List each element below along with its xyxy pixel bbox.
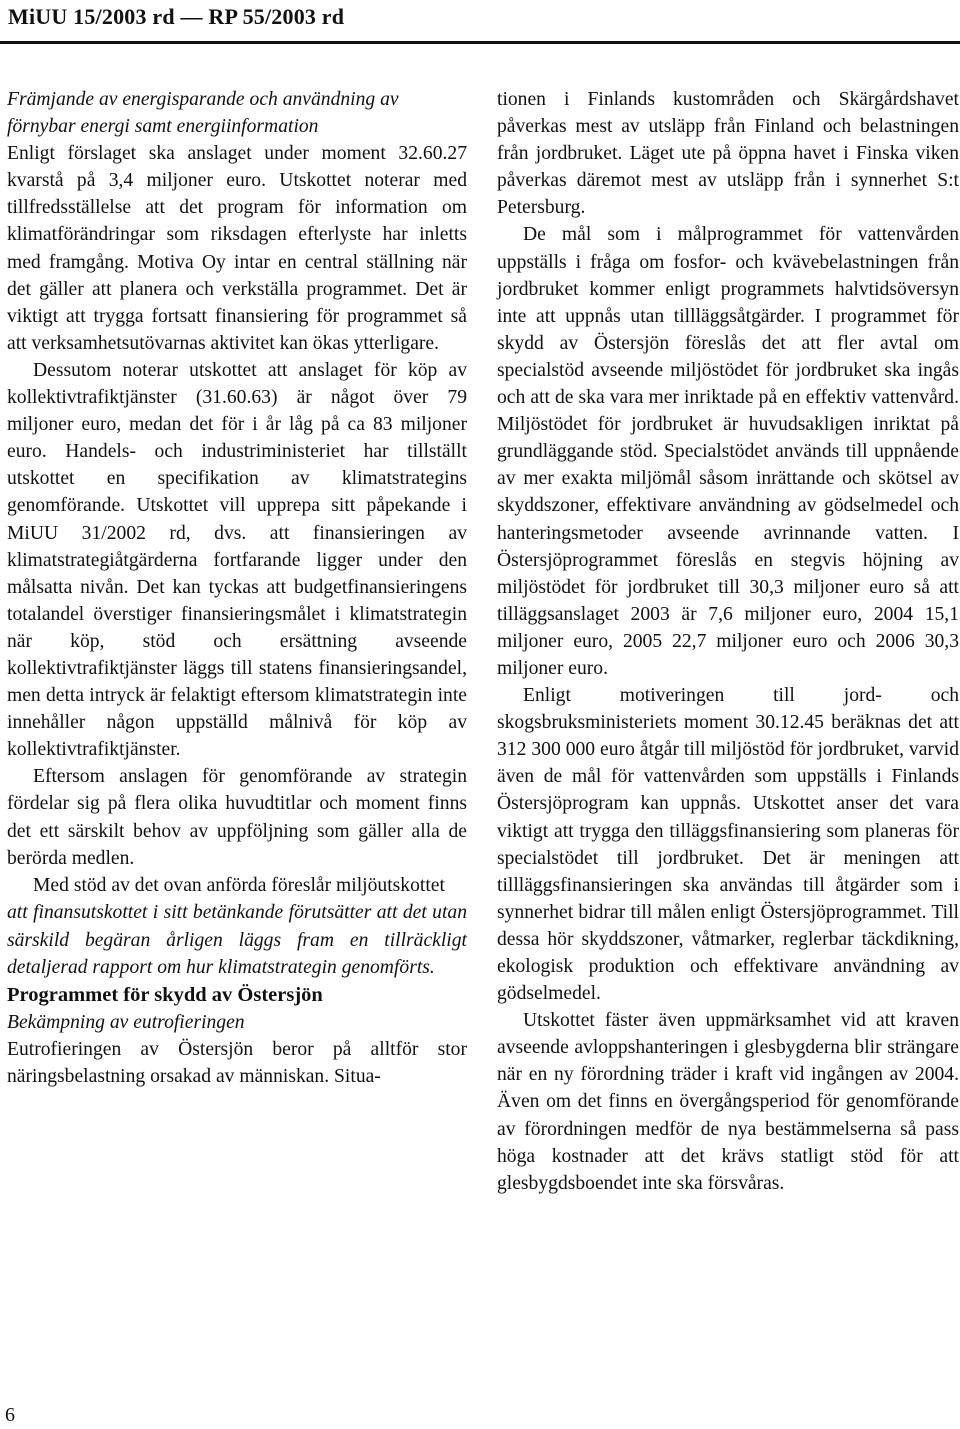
paragraph: Enligt motiveringen till jord- och skogsbruksministeriets moment 30.12.45 beräknas det att 312 300 000 euro åtgår till miljöstöd för jordbruket, varvid även de mål för vattenvården som uppställs i Finlands Östersjöprogram kan uppnås. Utskottet anser det vara viktigt att trygga den tilläggsfinansiering som planeras för specialstödet till jordbruket. Det är meningen att tillläggsfinansieringen ska användas till åtgärder som i synnerhet bidrar till målen enligt Östersjöprogrammet. Till dessa hör skyddszoner, våtmarker, reglerbar täckdikning, ekologisk produktion och effektivare användning av gödselmedel. (497, 685, 959, 1005)
page-number: 6 (5, 1404, 15, 1426)
left-column (7, 86, 467, 1091)
paragraph: Utskottet fäster även uppmärksamhet vid att kraven avseende avloppshanteringen i glesbygderna blir strängare när en ny förordning träder i kraft vid ingången av 2004. Även om det finns en övergångsperiod för genomförande av förordningen medför de nya bestämmelserna så pass höga kostnader att det krävs statligt stöd för att glesbygdsboendet inte ska försvåras. (497, 1010, 959, 1194)
paragraph: Enligt förslaget ska anslaget under moment 32.60.27 kvarstå på 3,4 miljoner euro. Utskottet noterar med tillfredsställelse att det program för information om klimatförändringar som riksdagen efterlyste har inletts med framgång. Motiva Oy intar en central ställning när det gäller att planera och verkställa programmet. Det är viktigt att trygga fortsatt finansiering för programmet så att verksamhetsutövarnas aktivitet kan ökas ytterligare. (7, 143, 467, 354)
paragraph: De mål som i målprogrammet för vattenvården uppställs i fråga om fosfor- och kvävebelastningen från jordbruket kommer enligt programmets halvtidsöversyn inte att uppnås utan tillläggsåtgärder. I programmet för skydd av Östersjön föreslås det att fler avtal om specialstöd avseende miljöstödet för jordbruket ska ingås och att de ska vara mer inriktade på en effektiv vattenvård. Miljöstödet för jordbruket är huvudsakligen inriktat på grundläggande stöd. Specialstödet används till uppnående av mer exakta miljömål såsom inrättande och skötsel av skyddszoner, effektivare användning av gödselmedel och hanteringsmetoder avseende avrinnande vatten. I Östersjöprogrammet föreslås en stegvis höjning av miljöstödet för jordbruket till 30,3 miljoner euro så att tilläggsanslaget 2003 är 7,6 miljoner euro, 2004 15,1 miljoner euro, 2005 22,7 miljoner euro och 2006 30,3 miljoner euro. (497, 224, 959, 679)
paragraph: tionen i Finlands kustområden och Skärgårdshavet påverkas mest av utsläpp från Finland och belastningen från jordbruket. Läget ute på öppna havet i Finska viken påverkas däremot mest av utsläpp från i synnerhet S:t Petersburg. (497, 89, 959, 219)
subheading-energy: Främjande av energisparande och användning av förnybar energi samt energiinformation (7, 89, 399, 138)
subheading-eutrophication: Bekämpning av eutrofieringen (7, 1012, 245, 1034)
header-title: MiUU 15/2003 rd — RP 55/2003 rd (8, 4, 345, 29)
paragraph: Eutrofieringen av Östersjön beror på alltför stor näringsbelastning orsakad av människan. Situa- (7, 1039, 467, 1088)
paragraph: Dessutom noterar utskottet att anslaget för köp av kollektivtrafiktjänster (31.60.63) är något över 79 miljoner euro, medan det för i år låg på ca 83 miljoner euro. Handels- och industriministeriet har tillställt utskottet en specifikation av klimatstrategins genomförande. Utskottet vill upprepa sitt påpekande i MiUU 31/2002 rd, dvs. att finansieringen av klimatstrategiåtgärderna fortfarande ligger under den målsatta nivån. Det kan tyckas att budgetfinansieringens totalandel överstiger finansieringsmålet i klimatstrategin när köp, stöd och ersättning avseende kollektivtrafiktjänster läggs till statens finansieringsandel, men detta intryck är felaktigt eftersom klimatstrategin inte innehåller någon uppställd målnivå för köp av kollektivtrafiktjänster. (7, 359, 467, 761)
proposal-text: att finansutskottet i sitt betänkande förutsätter att det utan särskild begäran årligen läggs fram en tillräckligt detaljerad rapport om hur klimatstrategin genomförts. (7, 901, 467, 979)
section-title: Programmet för skydd av Östersjön (7, 984, 323, 1007)
paragraph: Med stöd av det ovan anförda föreslår miljöutskottet (33, 874, 445, 896)
paragraph: Eftersom anslagen för genomförande av strategin fördelar sig på flera olika huvudtitlar och moment finns det ett särskilt behov av uppföljning som gäller alla de berörda medlen. (7, 766, 467, 869)
running-header (0, 0, 960, 44)
right-column (497, 86, 959, 1197)
